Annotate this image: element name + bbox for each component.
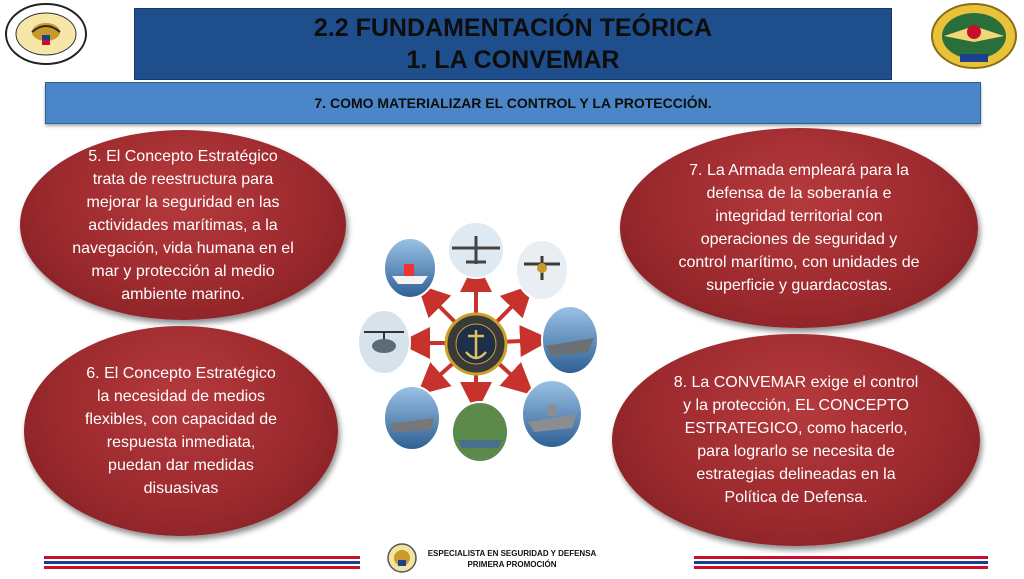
oval-point-5 (20, 130, 346, 320)
oval-point-5-text: 5. El Concepto Estratégico trata de reestructura para mejorar la seguridad en las actividades marítimas, a la navegación, vida humana en el mar y protección al medio ambiente marino. (72, 147, 294, 303)
page-title: 2.2 FUNDAMENTACIÓN TEÓRICA (313, 14, 713, 42)
footer-stripes-left (44, 556, 360, 570)
title-banner (134, 8, 892, 80)
oval-point-8 (612, 334, 980, 546)
page-subtitle-title: 1. LA CONVEMAR (406, 46, 620, 74)
oval-point-6 (24, 326, 338, 536)
section-heading: 7. COMO MATERIALIZAR EL CONTROL Y LA PROTECCIÓN. (314, 95, 712, 111)
oval-point-8-text: 8. La CONVEMAR exige el control y la protección, EL CONCEPTO ESTRATEGICO, como hacerlo, para lograrlo se necesita de estrategias delineadas en la Política de Defensa. (673, 374, 919, 506)
maritime-patrol-aircraft-photo (448, 222, 504, 278)
comando-conjunto-logo (4, 2, 88, 66)
warship-photo (522, 380, 582, 448)
coastguard-boat-photo (384, 238, 436, 298)
footer-stripes-right (694, 556, 988, 570)
frigate-photo (542, 306, 598, 374)
oval-point-7-text: 7. La Armada empleará para la defensa de la soberanía e integridad territorial con operaciones de seguridad y control marítimo, con unidades de superficie y guardacostas. (678, 162, 920, 294)
helicopter-photo (358, 310, 410, 374)
river-patrol-photo (452, 402, 508, 462)
footer-line-2: PRIMERA PROMOCIÓN (467, 560, 557, 569)
footer-line-1: ESPECIALISTA EN SEGURIDAD Y DEFENSA (427, 549, 597, 558)
footer-caption (424, 548, 600, 570)
surveillance-drone-photo (516, 240, 568, 300)
naval-vessel-group-photo (384, 386, 440, 450)
oval-point-6-text: 6. El Concepto Estratégico la necesidad de medios flexibles, con capacidad de respuesta inmediata, puedan dar medidas disuasivas (84, 365, 278, 497)
footer-emblem (386, 542, 418, 574)
navy-anchor-emblem (446, 314, 506, 374)
oval-point-7 (620, 128, 978, 328)
armada-ecuador-logo (930, 2, 1018, 70)
section-heading-bar (45, 82, 981, 124)
naval-capabilities-diagram (348, 218, 604, 468)
